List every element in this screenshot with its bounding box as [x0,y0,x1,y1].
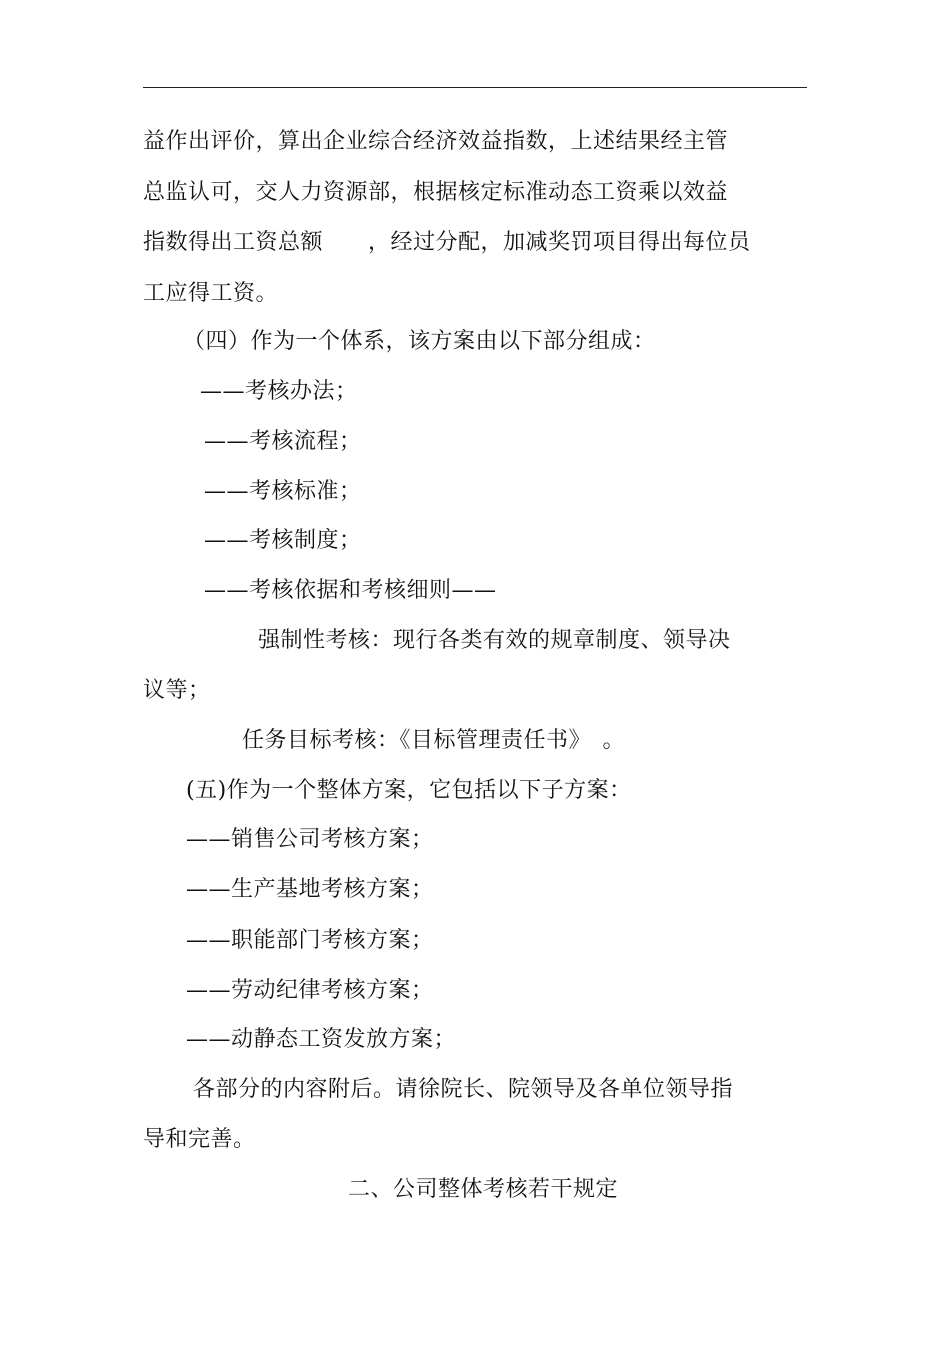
body-line-1: 益作出评价，算出企业综合经济效益指数，上述结果经主管 [143,129,729,154]
list-item-assessment-method: ——考核办法； [200,379,358,404]
header-rule [143,87,807,88]
body-line-2: 总监认可，交人力资源部，根据核定标准动态工资乘以效益 [143,180,729,205]
sub-plan-functional-dept: ——职能部门考核方案； [186,928,434,953]
task-target-assessment: 任务目标考核：《目标管理责任书》 。 [242,728,626,753]
body-line-3: 指数得出工资总额 ，经过分配，加减奖罚项目得出每位员 [143,230,751,255]
section-four-heading: （四）作为一个体系，该方案由以下部分组成： [183,329,656,354]
closing-line-1: 各部分的内容附后。请徐院长、院领导及各单位领导指 [193,1077,734,1102]
section-two-title: 二、公司整体考核若干规定 [348,1177,619,1202]
sub-plan-production: ——生产基地考核方案； [186,877,434,902]
list-item-assessment-basis: ——考核依据和考核细则—— [204,578,497,603]
list-item-assessment-standard: ——考核标准； [204,479,362,504]
mandatory-assessment-line-1: 强制性考核：现行各类有效的规章制度、领导决 [258,628,731,653]
closing-line-2: 导和完善。 [143,1127,256,1152]
sub-plan-wage-payment: ——动静态工资发放方案； [186,1027,457,1052]
list-item-assessment-process: ——考核流程； [204,429,362,454]
mandatory-assessment-line-2: 议等； [143,678,211,703]
body-line-4: 工应得工资。 [143,281,279,306]
sub-plan-sales: ——销售公司考核方案； [186,827,434,852]
section-five-heading: (五)作为一个整体方案，它包括以下子方案： [186,778,632,803]
sub-plan-labor-discipline: ——劳动纪律考核方案； [186,978,434,1003]
list-item-assessment-system: ——考核制度； [204,528,362,553]
